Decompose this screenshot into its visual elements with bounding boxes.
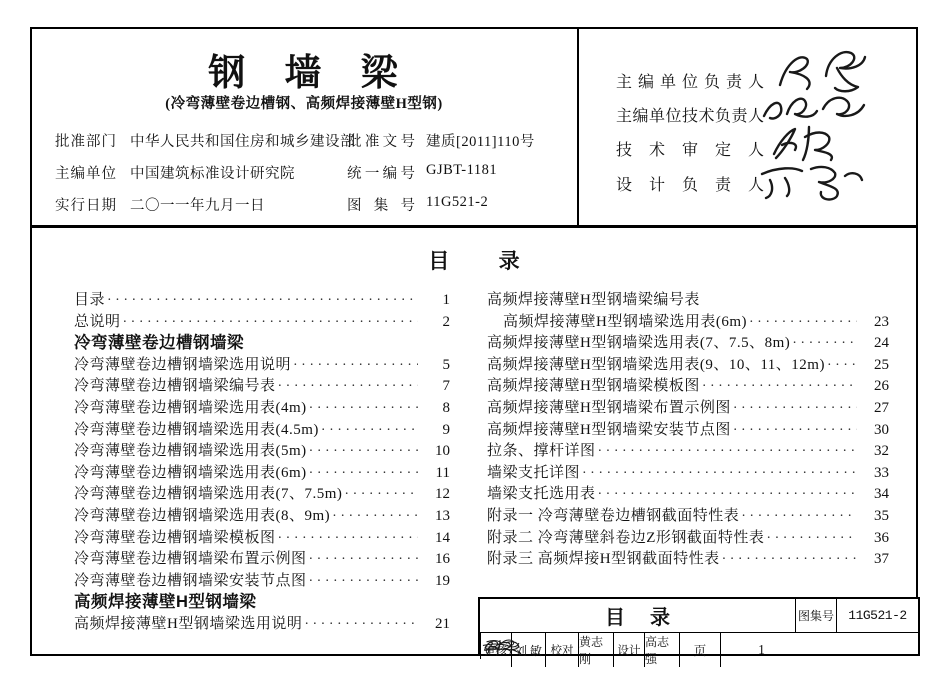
chief-editor-value: 中国建筑标准设计研究院 bbox=[130, 166, 295, 182]
toc-entry-title: 附录一 冷弯薄壁卷边槽钢截面特性表 bbox=[487, 507, 740, 524]
toc-entry bbox=[487, 376, 889, 398]
toc-left-column bbox=[74, 290, 450, 636]
toc-dot-leader bbox=[309, 549, 418, 571]
toc-entry bbox=[487, 463, 889, 485]
toc-dot-leader bbox=[344, 484, 418, 506]
toc-right-column bbox=[487, 290, 889, 571]
toc-dot-leader bbox=[741, 506, 857, 528]
toc-page-number: 7 bbox=[442, 378, 450, 395]
atlas-no-label: 图集号 bbox=[347, 198, 415, 214]
title-block-top-row bbox=[480, 599, 918, 633]
toc-entry bbox=[487, 549, 889, 571]
toc-entry bbox=[487, 312, 889, 334]
document-subtitle: (冷弯薄壁卷边槽钢、高频焊接薄壁H型钢) bbox=[165, 96, 443, 112]
toc-section-heading bbox=[74, 333, 450, 355]
toc-page-number: 27 bbox=[874, 399, 889, 416]
title-block-bottom-row bbox=[480, 633, 918, 667]
toc-entry bbox=[487, 398, 889, 420]
toc-entry-title: 高频焊接薄壁H型钢墙梁选用说明 bbox=[74, 615, 303, 632]
toc-dot-leader bbox=[309, 571, 418, 593]
toc-entry-title: 高频焊接薄壁H型钢墙梁选用表(6m) bbox=[503, 313, 747, 330]
toc-page-number: 23 bbox=[874, 313, 889, 330]
approval-row bbox=[30, 130, 578, 150]
atlas-no-cell-value: 11G521-2 bbox=[836, 599, 918, 632]
toc-page-number: 30 bbox=[874, 421, 889, 438]
toc-dot-leader bbox=[749, 312, 857, 334]
toc-dot-leader bbox=[827, 355, 857, 377]
toc-page-number: 36 bbox=[874, 529, 889, 546]
toc-page-number: 2 bbox=[442, 313, 450, 330]
toc-dot-leader bbox=[107, 290, 418, 312]
toc-dot-leader bbox=[304, 614, 418, 636]
toc-entry bbox=[74, 528, 450, 550]
toc-page-number: 24 bbox=[874, 335, 889, 352]
editor-row bbox=[30, 162, 578, 182]
audit-name: 刘 敏 bbox=[511, 633, 545, 667]
toc-entry-title: 附录三 高频焊接H型钢截面特性表 bbox=[487, 551, 720, 568]
toc-entry-title: 墙梁支托选用表 bbox=[487, 486, 596, 503]
toc-dot-leader bbox=[766, 528, 857, 550]
toc-section-heading bbox=[74, 592, 450, 614]
toc-entry-title: 高频焊接薄壁H型钢墙梁布置示例图 bbox=[487, 399, 731, 416]
toc-dot-leader bbox=[722, 549, 857, 571]
toc-dot-leader bbox=[309, 463, 418, 485]
toc-entry bbox=[74, 290, 450, 312]
toc-entry bbox=[74, 484, 450, 506]
toc-page-number: 11 bbox=[435, 464, 450, 481]
toc-dot-leader bbox=[278, 528, 418, 550]
chief-editor-label: 主编单位 bbox=[55, 166, 117, 182]
approval-dept-value: 中华人民共和国住房和城乡建设部 bbox=[130, 134, 355, 150]
chief-unit-tech-principal-label: 主编单位技术负责人 bbox=[616, 108, 764, 125]
toc-dot-leader bbox=[309, 398, 418, 420]
toc-entry-title: 高频焊接薄壁H型钢墙梁编号表 bbox=[487, 292, 700, 308]
toc-page-number: 33 bbox=[874, 464, 889, 481]
document-title: 钢 墙 梁 bbox=[208, 53, 400, 94]
toc-section-heading-title: 冷弯薄壁卷边槽钢墙梁 bbox=[74, 334, 244, 353]
toc-page-number: 5 bbox=[442, 356, 450, 373]
toc-entry bbox=[74, 420, 450, 442]
atlas-no-cell-label: 图集号 bbox=[795, 599, 836, 632]
effective-date-label: 实行日期 bbox=[55, 198, 117, 214]
tech-approver-label: 技术审定人 bbox=[616, 142, 764, 159]
sheet-title: 目 录 bbox=[605, 607, 670, 629]
toc-entry bbox=[487, 420, 889, 442]
toc-page-number: 26 bbox=[874, 378, 889, 395]
toc-page-number: 34 bbox=[874, 486, 889, 503]
toc-entry-title: 高频焊接薄壁H型钢墙梁选用表(9、10、11、12m) bbox=[487, 356, 825, 373]
signature-panel bbox=[578, 27, 920, 225]
toc-entry bbox=[487, 528, 889, 550]
toc-page-number: 9 bbox=[442, 421, 450, 438]
toc-entry bbox=[74, 463, 450, 485]
toc-section-heading-title: 高频焊接薄壁H型钢墙梁 bbox=[74, 593, 257, 612]
toc-page-number: 16 bbox=[435, 551, 450, 568]
atlas-no-value: 11G521-2 bbox=[426, 194, 489, 210]
design-signature-image bbox=[480, 633, 523, 659]
toc-entry-title: 总说明 bbox=[74, 313, 121, 330]
toc-entry-title: 拉条、撑杆详图 bbox=[487, 443, 596, 460]
toc-entry-title: 高频焊接薄壁H型钢墙梁安装节点图 bbox=[487, 421, 731, 438]
toc-dot-leader bbox=[792, 333, 857, 355]
toc-dot-leader bbox=[278, 376, 418, 398]
toc-entry bbox=[74, 549, 450, 571]
toc-page-number: 32 bbox=[874, 443, 889, 460]
toc-entry bbox=[74, 376, 450, 398]
toc-dot-leader bbox=[598, 441, 857, 463]
toc-dot-leader bbox=[702, 376, 857, 398]
toc-entry-title: 目录 bbox=[74, 292, 106, 308]
toc-entry-title: 冷弯薄壁卷边槽钢墙梁选用表(5m) bbox=[74, 443, 307, 460]
toc-page-number: 10 bbox=[435, 443, 450, 460]
toc-entry-title: 冷弯薄壁卷边槽钢墙梁选用表(8、9m) bbox=[74, 507, 331, 524]
proof-label: 校对 bbox=[545, 633, 578, 667]
toc-page-number: 25 bbox=[874, 356, 889, 373]
toc-entry bbox=[74, 441, 450, 463]
toc-dot-leader bbox=[598, 484, 857, 506]
toc-dot-leader bbox=[582, 463, 857, 485]
toc-page-number: 8 bbox=[442, 399, 450, 416]
toc-entry-title: 冷弯薄壁卷边槽钢墙梁选用表(4m) bbox=[74, 399, 307, 416]
toc-entry bbox=[74, 614, 450, 636]
design-label: 设计 bbox=[613, 633, 644, 667]
toc-entry-title: 冷弯薄壁卷边槽钢墙梁选用说明 bbox=[74, 356, 292, 373]
signature-design-principal-image bbox=[754, 155, 866, 205]
toc-entry bbox=[487, 355, 889, 377]
toc-page-number: 12 bbox=[435, 486, 450, 503]
toc-entry bbox=[74, 312, 450, 334]
toc-entry-title: 高频焊接薄壁H型钢墙梁选用表(7、7.5、8m) bbox=[487, 335, 791, 352]
date-row bbox=[30, 194, 578, 214]
toc-entry bbox=[487, 290, 889, 312]
toc-page-number: 37 bbox=[874, 551, 889, 568]
toc-page-number: 14 bbox=[435, 529, 450, 546]
title-block bbox=[478, 597, 920, 666]
header-horizontal-divider bbox=[30, 225, 918, 228]
unified-no-label: 统一编号 bbox=[347, 166, 415, 182]
toc-entry-title: 附录二 冷弯薄壁斜卷边Z形钢截面特性表 bbox=[487, 529, 765, 546]
toc-page-number: 1 bbox=[442, 292, 450, 308]
toc-entry bbox=[487, 484, 889, 506]
unified-no-value: GJBT-1181 bbox=[426, 162, 498, 178]
chief-unit-principal-label: 主编单位负责人 bbox=[616, 74, 764, 91]
design-principal-label: 设计负责人 bbox=[616, 177, 764, 194]
toc-dot-leader bbox=[332, 506, 418, 528]
toc-entry bbox=[74, 398, 450, 420]
toc-entry-title: 冷弯薄壁卷边槽钢墙梁安装节点图 bbox=[74, 572, 307, 589]
toc-dot-leader bbox=[309, 441, 418, 463]
toc-entry-title: 墙梁支托详图 bbox=[487, 464, 581, 481]
toc-entry-title: 冷弯薄壁卷边槽钢墙梁选用表(7、7.5m) bbox=[74, 486, 343, 503]
page-cell-value: 1 bbox=[720, 633, 802, 667]
toc-page-number: 21 bbox=[435, 615, 450, 632]
toc-page-number: 19 bbox=[435, 572, 450, 589]
toc-entry bbox=[74, 571, 450, 593]
proof-name: 黄志刚 bbox=[578, 633, 613, 667]
audit-label: 审核 bbox=[484, 645, 507, 657]
toc-dot-leader bbox=[733, 398, 857, 420]
toc-entry bbox=[487, 333, 889, 355]
approval-dept-label: 批准部门 bbox=[55, 134, 117, 150]
toc-entry-title: 冷弯薄壁卷边槽钢墙梁编号表 bbox=[74, 378, 276, 395]
toc-entry bbox=[487, 506, 889, 528]
toc-entry-title: 冷弯薄壁卷边槽钢墙梁选用表(4.5m) bbox=[74, 421, 319, 438]
toc-page-number: 13 bbox=[435, 507, 450, 524]
toc-dot-leader bbox=[123, 312, 418, 334]
toc-dot-leader bbox=[293, 355, 418, 377]
toc-page-number: 35 bbox=[874, 507, 889, 524]
toc-entry bbox=[487, 441, 889, 463]
toc-heading: 目 录 bbox=[428, 249, 520, 273]
toc-dot-leader bbox=[321, 420, 418, 442]
toc-entry bbox=[74, 355, 450, 377]
toc-entry bbox=[74, 506, 450, 528]
toc-entry-title: 冷弯薄壁卷边槽钢墙梁选用表(6m) bbox=[74, 464, 307, 481]
approval-doc-label: 批准文号 bbox=[347, 134, 415, 150]
design-name: 高志强 bbox=[644, 633, 679, 667]
toc-entry-title: 冷弯薄壁卷边槽钢墙梁模板图 bbox=[74, 529, 276, 546]
effective-date-value: 二〇一一年九月一日 bbox=[130, 198, 265, 214]
toc-dot-leader bbox=[733, 420, 857, 442]
toc-entry-title: 冷弯薄壁卷边槽钢墙梁布置示例图 bbox=[74, 551, 307, 568]
toc-entry-title: 高频焊接薄壁H型钢墙梁模板图 bbox=[487, 378, 700, 395]
approval-doc-value: 建质[2011]110号 bbox=[426, 134, 535, 150]
page-cell-label: 页 bbox=[679, 633, 720, 667]
